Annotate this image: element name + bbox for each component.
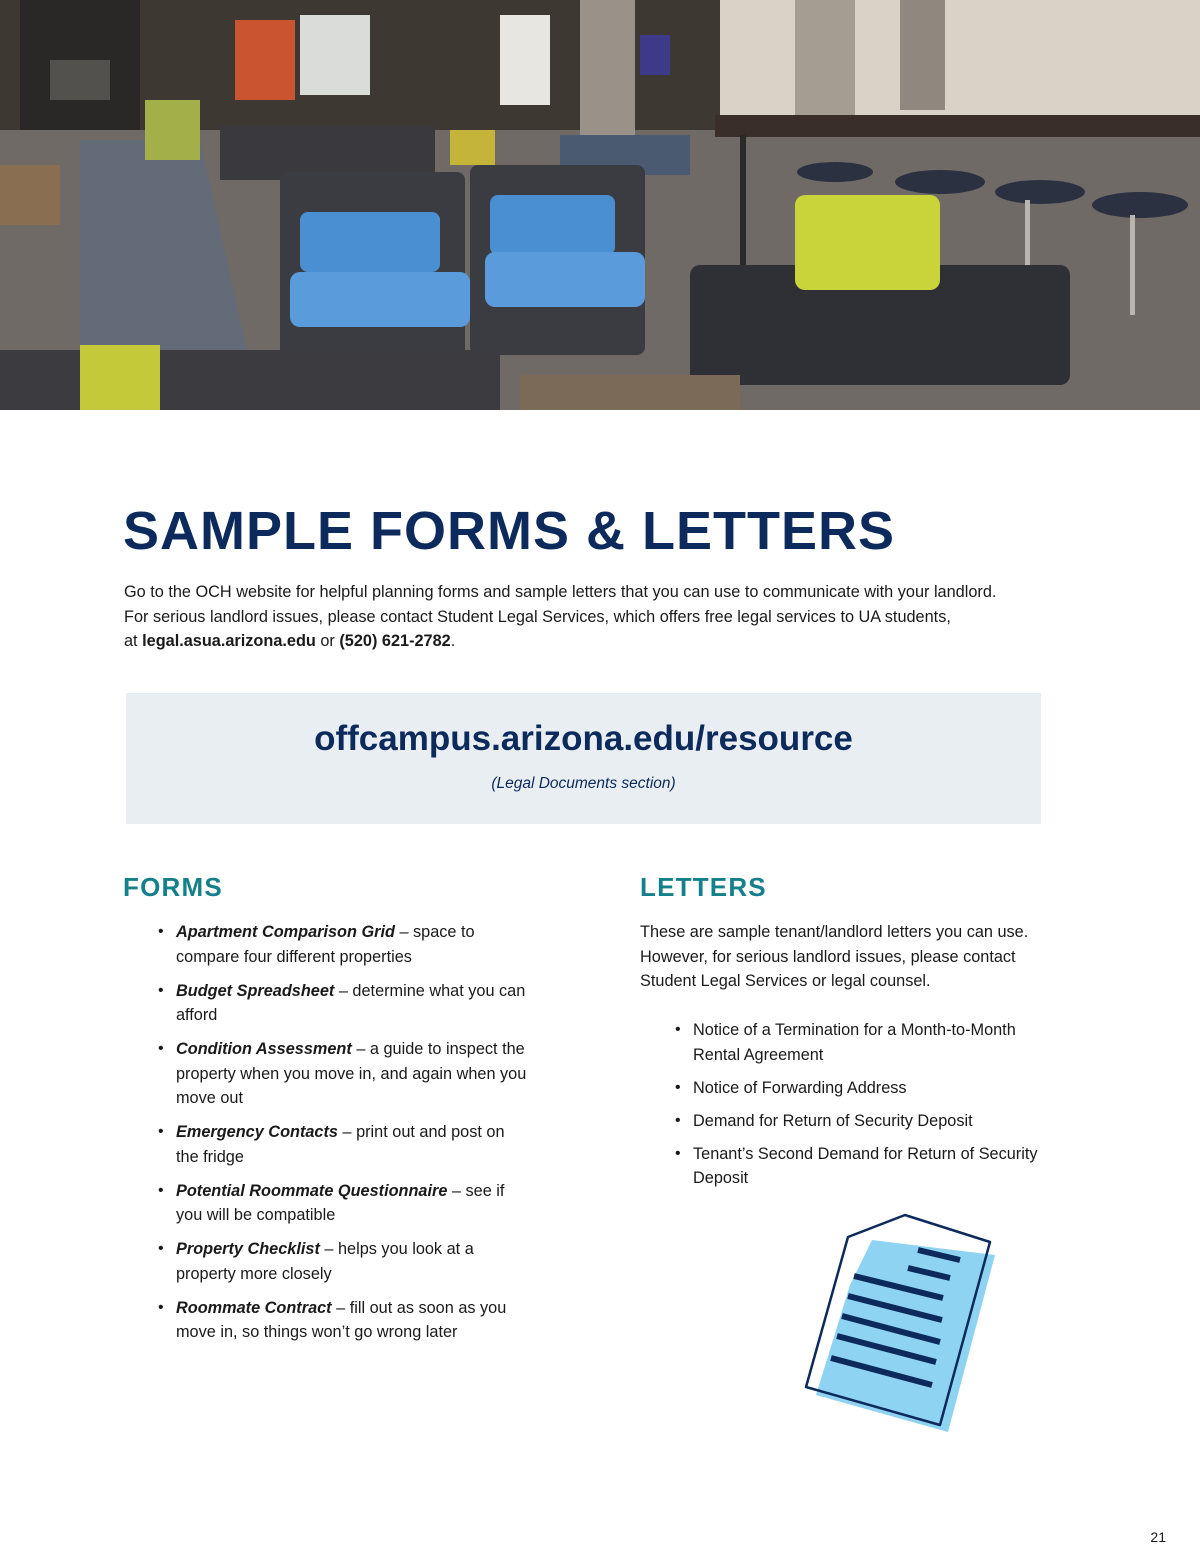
list-item: • Demand for Return of Security Deposit bbox=[675, 1109, 1055, 1134]
letters-list bbox=[675, 1018, 1055, 1199]
list-item bbox=[158, 979, 528, 1028]
form-description: – print out and post on the fridge bbox=[176, 1123, 505, 1166]
page-title: SAMPLE FORMS & LETTERS bbox=[123, 501, 896, 561]
list-item bbox=[158, 920, 528, 969]
intro-text: . bbox=[450, 632, 456, 650]
forms-heading: FORMS bbox=[123, 872, 223, 902]
form-name: Emergency Contacts bbox=[176, 1123, 338, 1141]
form-name: Property Checklist bbox=[176, 1240, 320, 1258]
form-description: – see if you will be compatible bbox=[176, 1181, 505, 1224]
form-name: Condition Assessment bbox=[176, 1040, 352, 1058]
resource-url[interactable]: offcampus.arizona.edu/resource bbox=[314, 719, 853, 758]
list-item bbox=[158, 1237, 528, 1286]
list-item bbox=[158, 1179, 528, 1228]
legal-services-phone: (520) 621-2782 bbox=[339, 632, 451, 650]
letters-intro: These are sample tenant/landlord letters you can use. However, for serious landlord issues, please contact Student Legal Services or legal counsel. bbox=[640, 923, 1029, 990]
intro-text: or bbox=[315, 632, 340, 650]
page-number: 21 bbox=[1150, 1529, 1166, 1545]
list-item: • Notice of Forwarding Address bbox=[675, 1076, 1055, 1101]
list-item bbox=[158, 1120, 528, 1169]
list-item bbox=[158, 1037, 528, 1111]
intro-line bbox=[124, 629, 1064, 654]
forms-list bbox=[158, 920, 528, 1354]
list-item: • Notice of a Termination for a Month-to-Month Rental Agreement bbox=[675, 1018, 1055, 1067]
form-name: Budget Spreadsheet bbox=[176, 981, 335, 1000]
form-description: – fill out as soon as you move in, so things won’t go wrong later bbox=[176, 1298, 507, 1341]
intro-text: at bbox=[124, 632, 143, 650]
letters-heading: LETTERS bbox=[640, 872, 767, 902]
form-name: Potential Roommate Questionnaire bbox=[176, 1181, 448, 1200]
legal-services-link[interactable]: legal.asua.arizona.edu bbox=[142, 632, 316, 650]
form-description: – helps you look at a property more closely bbox=[176, 1240, 474, 1283]
lounge-photo bbox=[0, 0, 1200, 410]
list-item: • Tenant’s Second Demand for Return of Security Deposit bbox=[675, 1142, 1055, 1191]
form-description: – space to compare four different properties bbox=[176, 923, 475, 966]
intro-line: For serious landlord issues, please contact Student Legal Services, which offers free legal services to UA students, bbox=[124, 607, 951, 626]
form-name: Roommate Contract bbox=[176, 1298, 332, 1317]
intro-line: Go to the OCH website for helpful planning forms and sample letters that you can use to communicate with your landlord. bbox=[124, 583, 997, 601]
intro-paragraph bbox=[124, 580, 1064, 654]
resource-callout bbox=[126, 693, 1041, 824]
list-item bbox=[158, 1296, 528, 1345]
lounge-photo-illustration bbox=[0, 0, 1200, 410]
resource-note: (Legal Documents section) bbox=[491, 775, 676, 792]
document-icon bbox=[800, 1210, 1000, 1440]
form-name: Apartment Comparison Grid bbox=[176, 923, 395, 941]
form-description: – a guide to inspect the property when you move in, and again when you move out bbox=[176, 1040, 527, 1107]
form-description: – determine what you can afford bbox=[176, 981, 526, 1024]
